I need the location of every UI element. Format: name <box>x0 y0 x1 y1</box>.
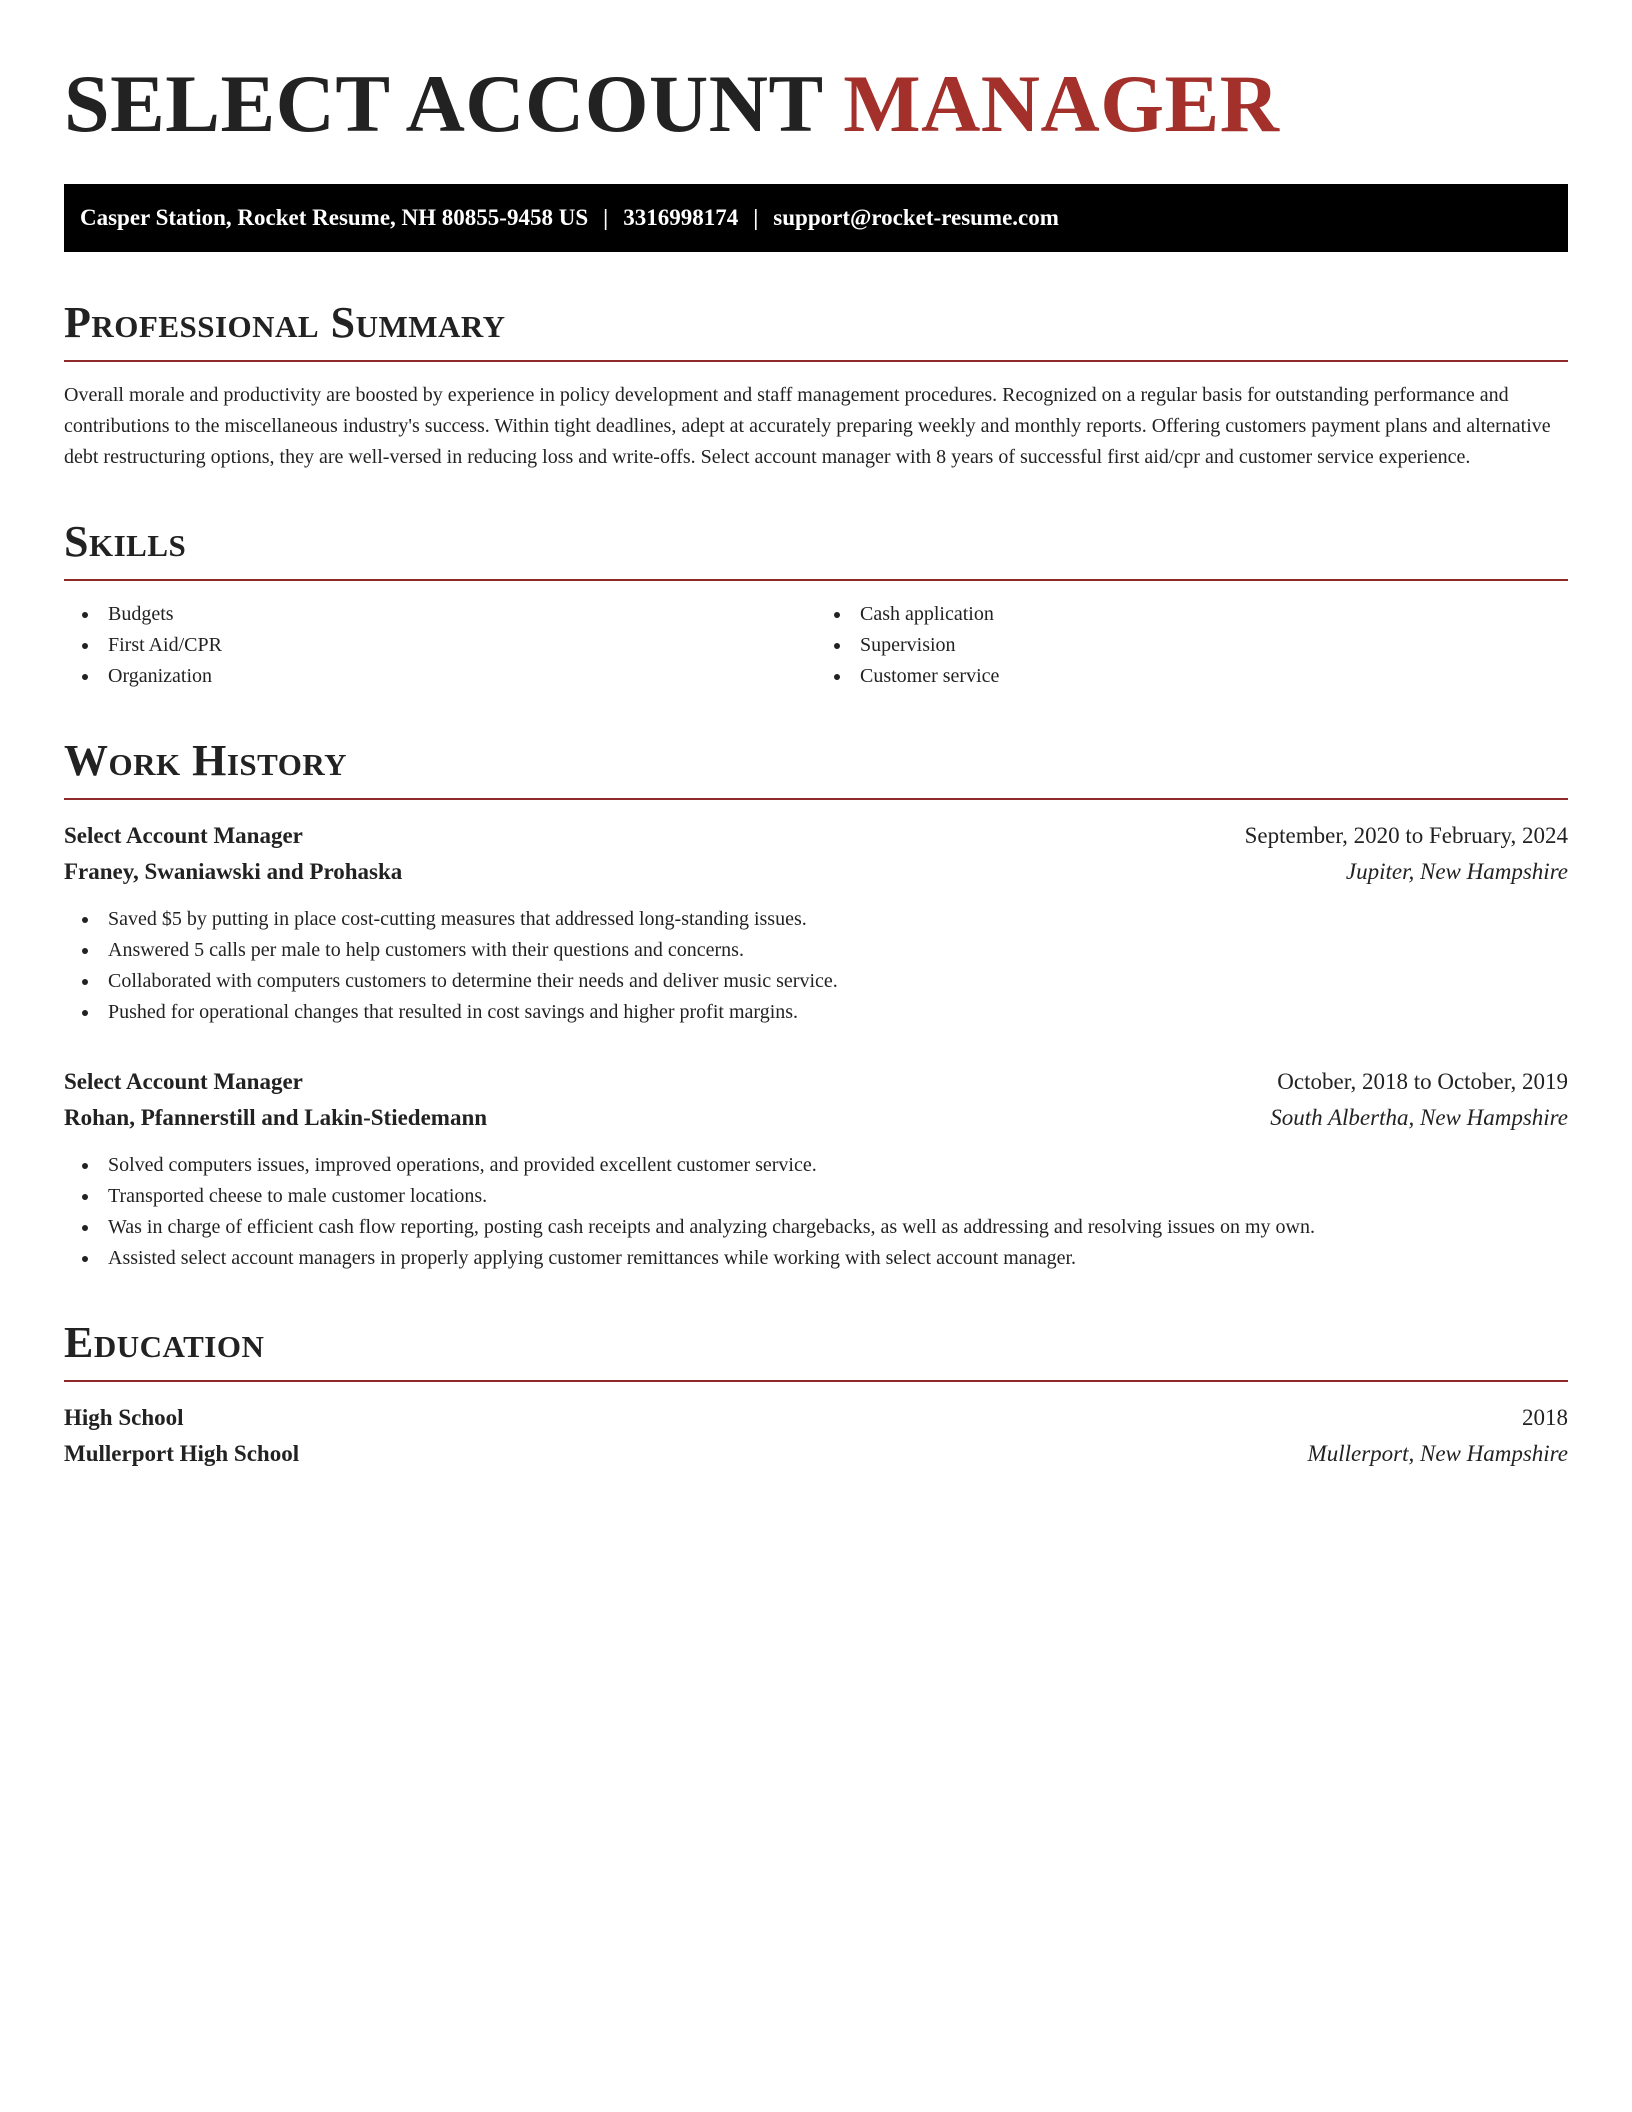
job-entry <box>64 818 1568 1028</box>
education-school-row <box>64 1436 1568 1472</box>
skills-column-right <box>816 599 1568 692</box>
skills-section <box>64 517 1568 692</box>
name-first: SELECT ACCOUNT <box>64 58 823 149</box>
job-company-row <box>64 854 1568 890</box>
job-bullet: Solved computers issues, improved operations, and provided excellent customer service. <box>64 1150 1568 1181</box>
job-company: Rohan, Pfannerstill and Lakin-Stiedemann <box>64 1105 488 1130</box>
job-location: South Albertha, New Hampshire <box>1270 1105 1568 1130</box>
job-entry <box>64 1064 1568 1274</box>
skill-item: Supervision <box>816 630 1568 661</box>
skills-heading: Skills <box>64 517 1568 581</box>
job-bullet: Assisted select account managers in properly applying customer remittances while working with select account manager. <box>64 1243 1568 1274</box>
job-company-row <box>64 1100 1568 1136</box>
contact-separator: | <box>753 205 759 230</box>
job-bullet: Transported cheese to male customer locations. <box>64 1181 1568 1212</box>
job-header-row <box>64 818 1568 854</box>
job-title: Select Account Manager <box>64 823 303 848</box>
education-location: Mullerport, New Hampshire <box>1307 1441 1568 1466</box>
skill-item: Customer service <box>816 661 1568 692</box>
contact-email: support@rocket-resume.com <box>773 205 1059 230</box>
contact-separator: | <box>603 205 609 230</box>
education-degree: High School <box>64 1405 184 1430</box>
contact-address: Casper Station, Rocket Resume, NH 80855-9458 US <box>80 205 589 230</box>
job-location: Jupiter, New Hampshire <box>1345 859 1568 884</box>
contact-phone: 3316998174 <box>623 205 739 230</box>
skill-item: Budgets <box>64 599 816 630</box>
job-dates: September, 2020 to February, 2024 <box>1244 823 1568 848</box>
education-section <box>64 1318 1568 1472</box>
resume-name <box>64 56 1568 152</box>
skill-item: Organization <box>64 661 816 692</box>
job-bullet: Answered 5 calls per male to help customers with their questions and concerns. <box>64 935 1568 966</box>
job-company: Franey, Swaniawski and Prohaska <box>64 859 403 884</box>
job-bullet: Pushed for operational changes that resulted in cost savings and higher profit margins. <box>64 997 1568 1028</box>
job-bullet: Was in charge of efficient cash flow reporting, posting cash receipts and analyzing chargebacks, as well as addressing and resolving issues on my own. <box>64 1212 1568 1243</box>
education-heading: Education <box>64 1318 1568 1382</box>
education-entry <box>64 1400 1568 1472</box>
job-header-row <box>64 1064 1568 1100</box>
work-history-section <box>64 736 1568 1274</box>
education-school: Mullerport High School <box>64 1441 300 1466</box>
summary-section <box>64 298 1568 473</box>
work-history-heading: Work History <box>64 736 1568 800</box>
job-bullet: Collaborated with computers customers to determine their needs and deliver music service. <box>64 966 1568 997</box>
education-header-row <box>64 1400 1568 1436</box>
job-title: Select Account Manager <box>64 1069 303 1094</box>
education-year: 2018 <box>1522 1405 1568 1430</box>
contact-bar <box>64 184 1568 252</box>
summary-heading: Professional Summary <box>64 298 1568 362</box>
skills-column-left <box>64 599 816 692</box>
skills-list <box>64 599 1568 692</box>
job-bullet: Saved $5 by putting in place cost-cutting measures that addressed long-standing issues. <box>64 904 1568 935</box>
skill-item: First Aid/CPR <box>64 630 816 661</box>
job-bullets <box>64 904 1568 1028</box>
skill-item: Cash application <box>816 599 1568 630</box>
name-last: MANAGER <box>843 58 1280 149</box>
summary-text: Overall morale and productivity are boosted by experience in policy development and staff management procedures. Recognized on a regular basis for outstanding performance and contributions to the miscellaneous industry's success. Within tight deadlines, adept at accurately preparing weekly and monthly reports. Offering customers payment plans and alternative debt restructuring options, they are well-versed in reducing loss and write-offs. Select account manager with 8 years of successful first aid/cpr and customer service experience. <box>64 384 1551 468</box>
job-bullets <box>64 1150 1568 1274</box>
job-dates: October, 2018 to October, 2019 <box>1277 1069 1568 1094</box>
